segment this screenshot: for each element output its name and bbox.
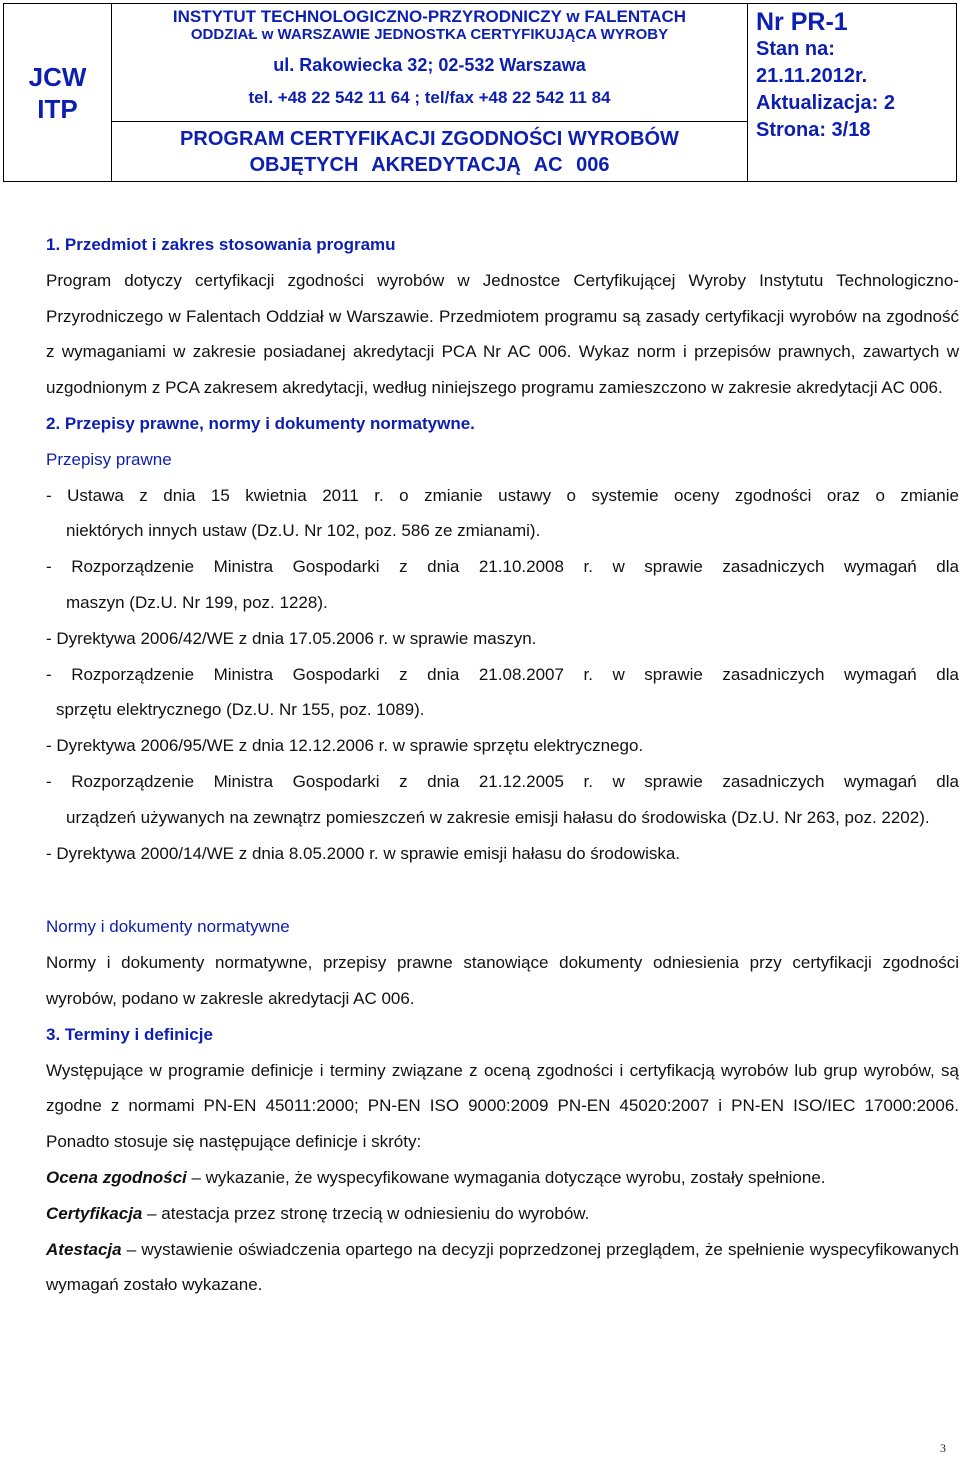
regulation-item-line: - Ustawa z dnia 15 kwietnia 2011 r. o zmianie ustawy o systemie oceny zgodności oraz o zmianie	[46, 485, 959, 505]
definition-dash: –	[142, 1203, 162, 1223]
regulation-item-line: - Dyrektywa 2006/95/WE z dnia 12.12.2006 r. w sprawie sprzętu elektrycznego.	[46, 736, 644, 756]
definition-dash: –	[121, 1239, 142, 1259]
section-1-paragraph: Program dotyczy certyfikacji zgodności wyrobów w Jednostce Certyfikującej Wyroby Instytutu Technologiczno-Przyrodniczego w Falentach Oddział w Warszawie. Przedmiotem programu są zasady certyfikacji wyrobów na zgodność z wymaganiami w zakresie posiadanej akredytacji PCA Nr AC 006. Wykaz norm i przepisów prawnych, zawartych w uzgodnionym z PCA zakresem akredytacji, według niniejszego programu zamieszczono w zakresie akredytacji AC 006.	[46, 270, 959, 398]
regulation-item-continuation: maszyn (Dz.U. Nr 199, poz. 1228).	[66, 592, 328, 612]
regulation-item-continuation: sprzętu elektrycznego (Dz.U. Nr 155, poz. 1089).	[56, 700, 425, 720]
definition-item	[46, 1232, 959, 1304]
definition-term: Atestacja	[46, 1239, 122, 1259]
institute-unit: ODDZIAŁ w WARSZAWIE JEDNOSTKA CERTYFIKUJĄCA WYROBY	[190, 26, 669, 43]
section-2-heading: 2. Przepisy prawne, normy i dokumenty normatywne.	[46, 413, 475, 433]
definition-dash: –	[186, 1167, 206, 1187]
program-title-line-2: OBJĘTYCH AKREDYTACJĄ AC 006	[249, 153, 610, 176]
document-meta	[748, 4, 956, 181]
section-3-paragraph: Występujące w programie definicje i terminy związane z oceną zgodności i certyfikacją wyrobów lub grup wyrobów, są zgodne z normami PN-EN 45011:2000; PN-EN ISO 9000:2009 PN-EN 45020:2007 i PN-EN ISO/IEC 17000:2006. Ponadto stosuje się następujące definicje i skróty:	[46, 1060, 959, 1152]
section-1-heading: 1. Przedmiot i zakres stosowania programu	[46, 235, 396, 254]
regulation-item-line: - Rozporządzenie Ministra Gospodarki z dnia 21.08.2007 r. w sprawie zasadniczych wymagań dla	[46, 664, 959, 684]
page-indicator: Strona: 3/18	[756, 119, 871, 141]
status-date: 21.11.2012r.	[756, 65, 868, 87]
regulation-item-line: - Dyrektywa 2006/42/WE z dnia 17.05.2006 r. w sprawie maszyn.	[46, 628, 537, 648]
definition-text: atestacja przez stronę trzecią w odniesieniu do wyrobów.	[161, 1203, 590, 1223]
institute-name: INSTYTUT TECHNOLOGICZNO-PRZYRODNICZY w FALENTACH	[172, 7, 687, 26]
definition-term: Ocena zgodności	[46, 1167, 187, 1187]
definition-text: wykazanie, że wyspecyfikowane wymagania dotyczące wyrobu, zostały spełnione.	[205, 1167, 826, 1187]
program-title	[112, 122, 747, 181]
status-label: Stan na:	[756, 38, 835, 60]
regulation-item-line: - Dyrektywa 2000/14/WE z dnia 8.05.2000 r. w sprawie emisji hałasu do środowiska.	[46, 843, 681, 863]
logo-line-1: JCW	[28, 61, 87, 92]
definition-term: Certyfikacja	[46, 1203, 143, 1223]
section-3-heading: 3. Terminy i definicje	[46, 1024, 213, 1044]
regulation-item-line: - Rozporządzenie Ministra Gospodarki z dnia 21.12.2005 r. w sprawie zasadniczych wymagań dla	[46, 771, 959, 791]
legal-regulations-heading: Przepisy prawne	[46, 449, 172, 469]
norms-heading: Normy i dokumenty normatywne	[46, 917, 290, 937]
regulation-item-continuation: urządzeń używanych na zewnątrz pomieszczeń w zakresie emisji hałasu do środowiska (Dz.U. Nr 263, poz. 2202).	[66, 807, 930, 827]
page-number: 3	[940, 1441, 946, 1455]
document-body	[46, 227, 959, 1303]
definition-item	[46, 1160, 959, 1196]
institute-phone: tel. +48 22 542 11 64 ; tel/fax +48 22 542 11 84	[248, 88, 611, 107]
logo-line-2: ITP	[37, 93, 78, 124]
institute-block	[112, 4, 747, 122]
norms-paragraph: Normy i dokumenty normatywne, przepisy prawne stanowiące dokumenty odniesienia przy certyfikacji zgodności wyrobów, podano w zakresle akredytacji AC 006.	[46, 953, 959, 1008]
header-center	[112, 4, 748, 181]
regulation-item-line: - Rozporządzenie Ministra Gospodarki z dnia 21.10.2008 r. w sprawie zasadniczych wymagań dla	[46, 557, 959, 577]
definition-text: wystawienie oświadczenia opartego na decyzji poprzedzonej przeglądem, że spełnienie wyspecyfikowanych wymagań zostało wykazane.	[46, 1239, 959, 1295]
program-title-line-1: PROGRAM CERTYFIKACJI ZGODNOŚCI WYROBÓW	[180, 127, 679, 150]
institution-logo	[4, 4, 112, 181]
doc-number: Nr PR-1	[756, 8, 848, 36]
revision: Aktualizacja: 2	[756, 92, 895, 114]
definition-item	[46, 1196, 959, 1232]
document-header	[3, 3, 957, 182]
regulation-item-continuation: niektórych innych ustaw (Dz.U. Nr 102, poz. 586 ze zmianami).	[66, 521, 541, 541]
institute-address: ul. Rakowiecka 32; 02-532 Warszawa	[273, 55, 586, 75]
regulations-list	[46, 478, 959, 872]
